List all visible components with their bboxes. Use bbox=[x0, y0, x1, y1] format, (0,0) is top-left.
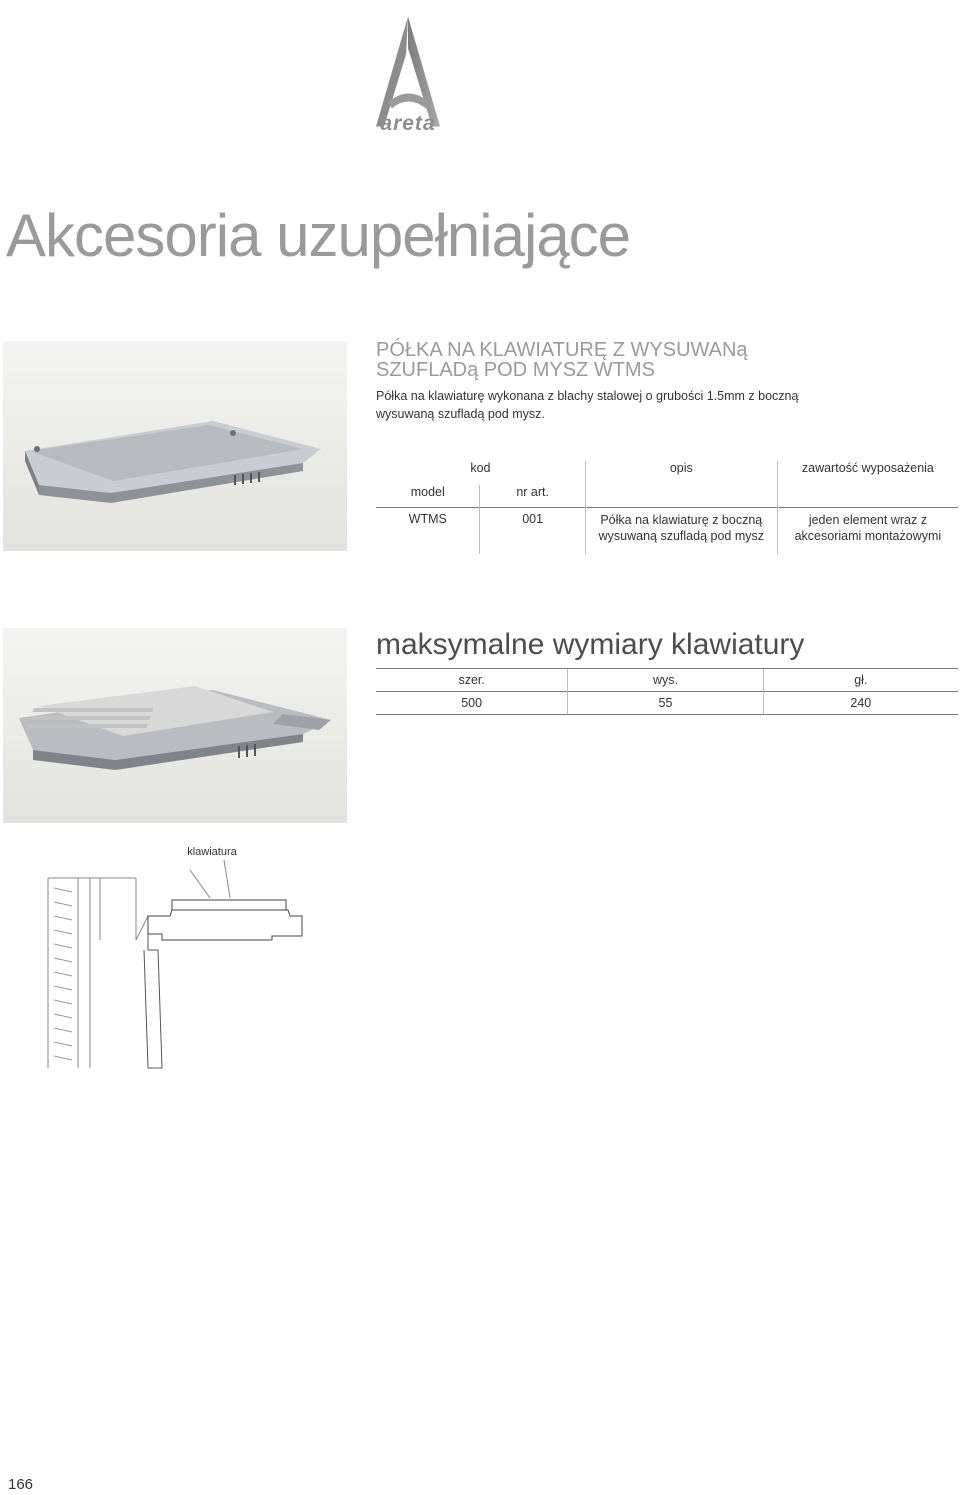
product-heading-line: PÓŁKA NA KLAWIATURĘ Z WYSUWANą bbox=[376, 339, 748, 361]
header-opis: opis bbox=[585, 461, 777, 508]
cell-zawartosc-line: jeden element wraz z bbox=[808, 513, 927, 527]
page-title: Akcesoria uzupełniające bbox=[6, 202, 631, 269]
table-row bbox=[376, 508, 958, 555]
table-header-row bbox=[376, 669, 958, 692]
cell-nr-art: 001 bbox=[480, 508, 585, 555]
table-header-row bbox=[376, 461, 958, 485]
cell-zawartosc-line: akcesoriami montażowymi bbox=[794, 529, 942, 543]
product-description-line: Półka na klawiaturę wykonana z blachy stalowej o grubości 1.5mm z boczną bbox=[376, 389, 799, 403]
cell-height: 55 bbox=[568, 692, 763, 715]
drawing-label-keyboard: klawiatura bbox=[187, 846, 237, 858]
product-photo-with-keyboard bbox=[3, 628, 347, 823]
product-heading-line: SZUFLADą POD MYSZ WTMS bbox=[376, 359, 655, 381]
cell-depth: 240 bbox=[763, 692, 958, 715]
cell-width: 500 bbox=[376, 692, 568, 715]
cell-model: WTMS bbox=[376, 508, 480, 555]
logo-wordmark: areta bbox=[380, 112, 436, 135]
page-number: 166 bbox=[8, 1476, 34, 1493]
product-heading bbox=[376, 340, 936, 380]
header-nr-art: nr art. bbox=[480, 485, 585, 508]
dimensions-heading: maksymalne wymiary klawiatury bbox=[376, 628, 805, 661]
dimensions-table bbox=[376, 668, 958, 715]
table-row bbox=[376, 692, 958, 715]
header-depth: gł. bbox=[763, 669, 958, 692]
cell-opis-line: wysuwaną szufladą pod mysz bbox=[598, 529, 764, 543]
technical-drawing bbox=[40, 840, 320, 1080]
header-height: wys. bbox=[568, 669, 763, 692]
product-photo-shelf bbox=[3, 341, 347, 551]
header-width: szer. bbox=[376, 669, 568, 692]
header-kod: kod bbox=[470, 461, 491, 475]
cell-opis-line: Półka na klawiaturę z boczną bbox=[600, 513, 763, 527]
product-description bbox=[376, 387, 826, 423]
header-zawartosc: zawartość wyposażenia bbox=[777, 461, 958, 508]
product-description-line: wysuwaną szufladą pod mysz. bbox=[376, 407, 545, 421]
spec-table bbox=[376, 461, 958, 554]
cell-opis bbox=[585, 508, 777, 555]
header-model: model bbox=[410, 485, 445, 499]
cell-zawartosc bbox=[777, 508, 958, 555]
